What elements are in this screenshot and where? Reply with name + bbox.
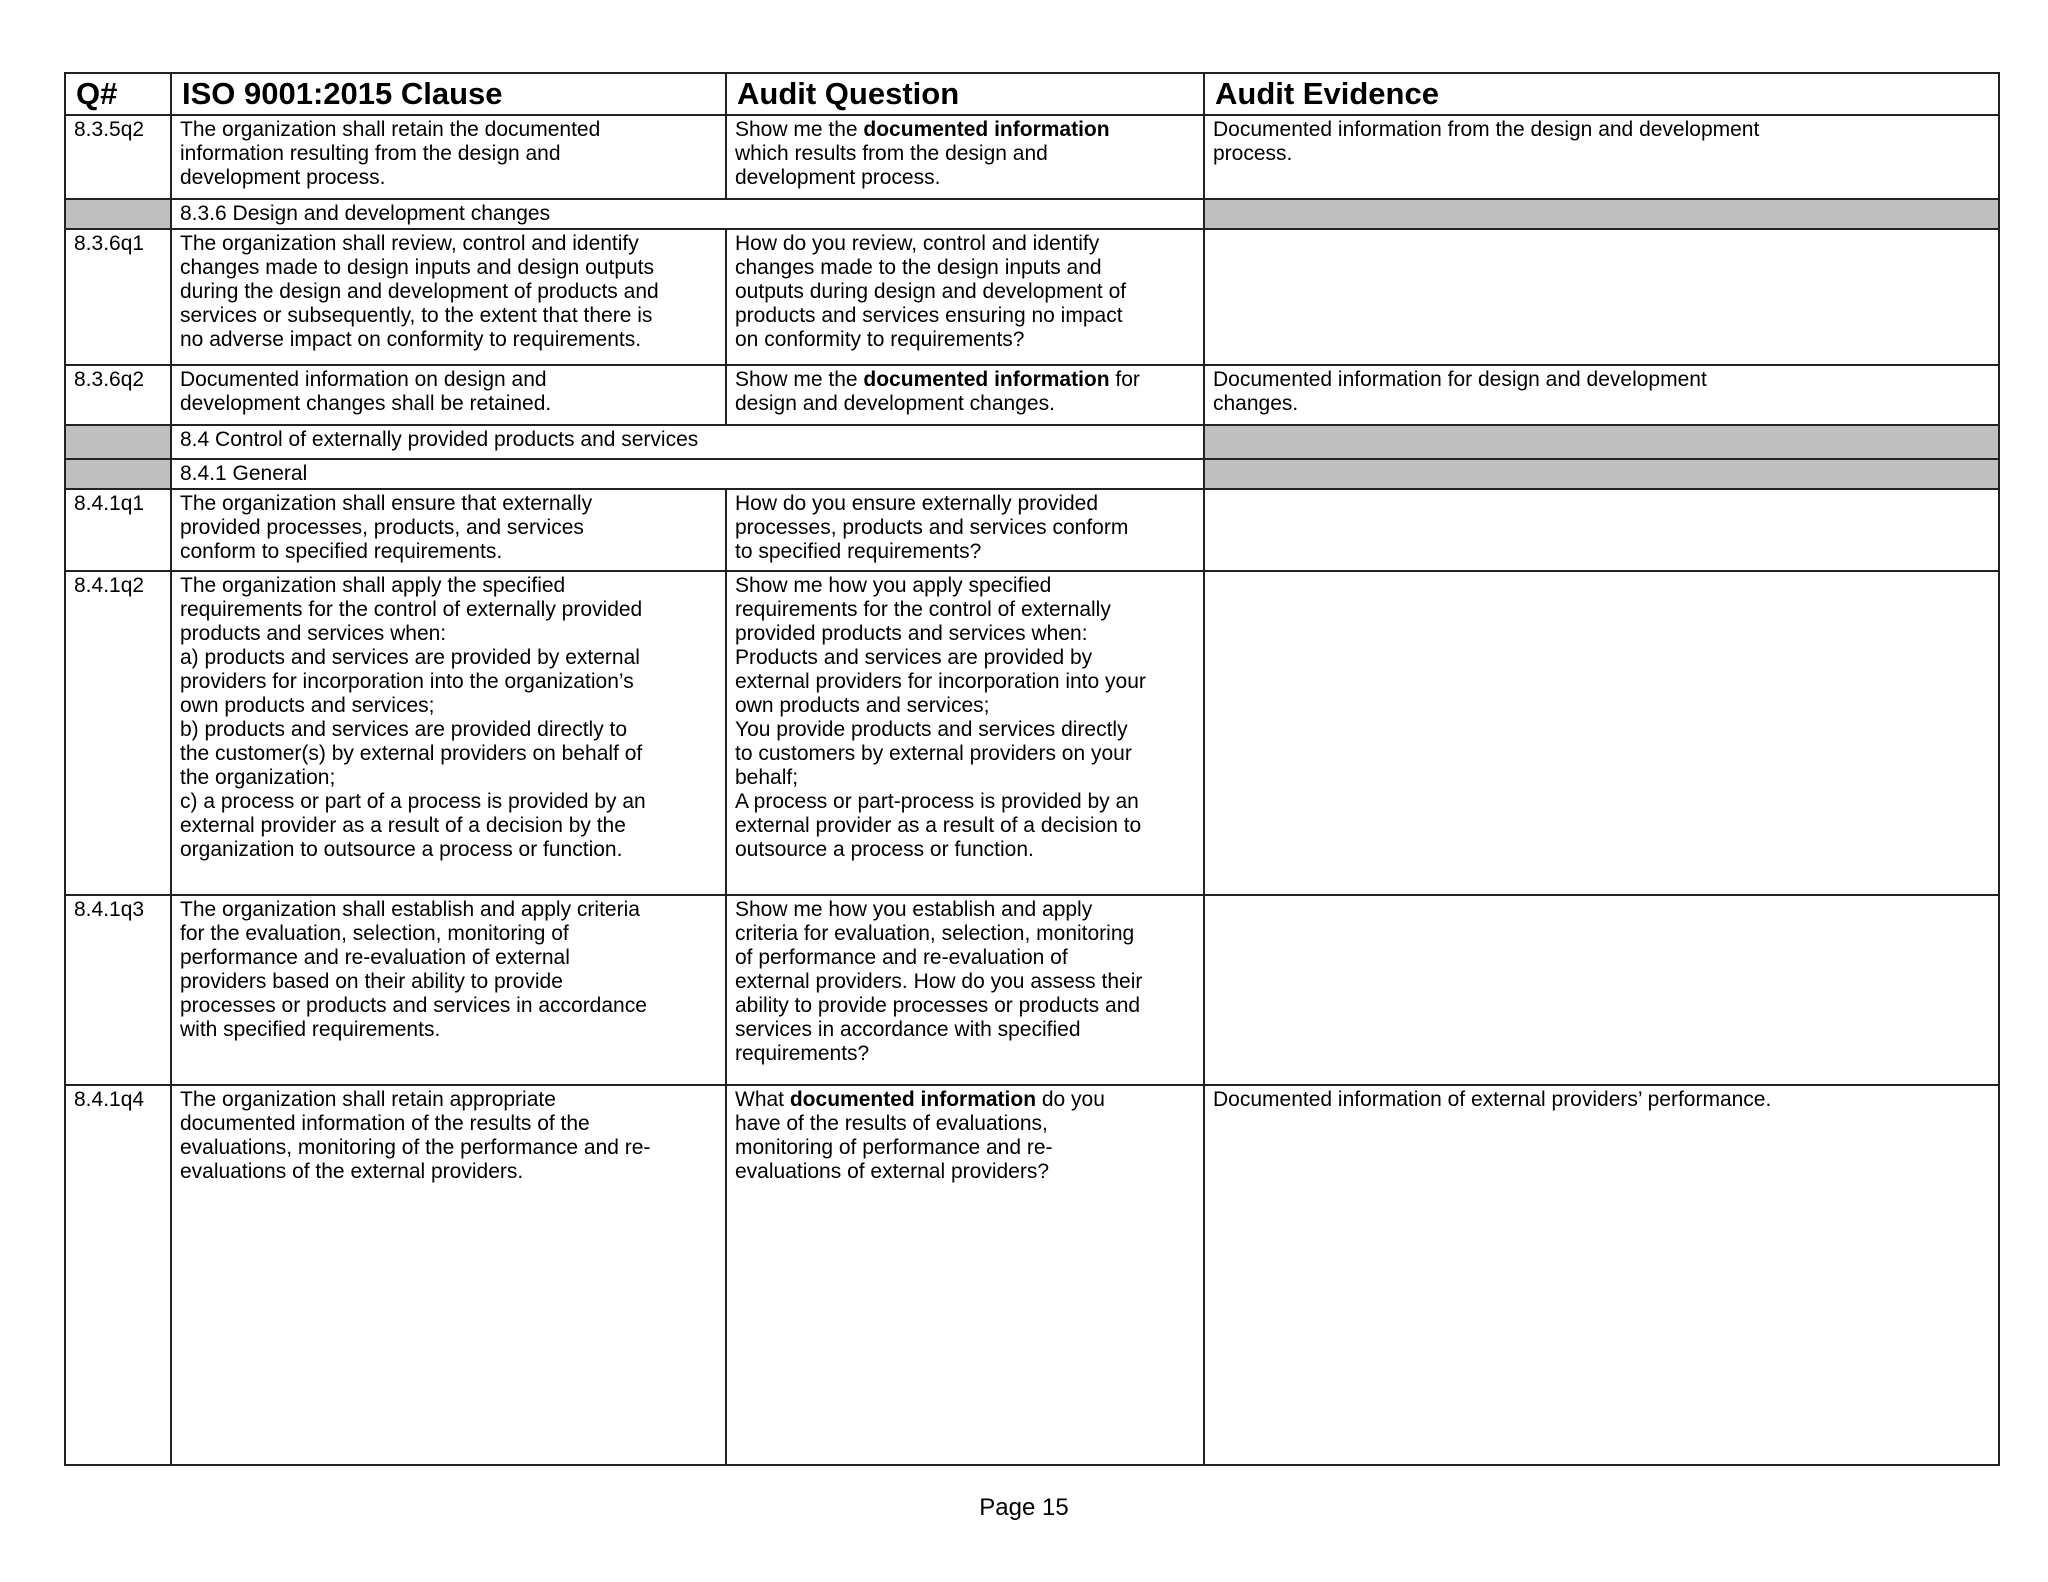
question-line: You provide products and services directly (735, 718, 1128, 741)
question-line: What documented information do you (735, 1088, 1105, 1111)
clause-line: information resulting from the design and (180, 142, 561, 165)
clause-line: services or subsequently, to the extent that there is (180, 304, 653, 327)
section-spacer-cell (1204, 199, 1999, 229)
table-row (65, 115, 1999, 199)
evidence-line: Documented information of external providers’ performance. (1213, 1088, 1772, 1111)
section-spacer-cell (1204, 425, 1999, 459)
question-line: products and services ensuring no impact (735, 304, 1123, 327)
clause-line: performance and re-evaluation of external (180, 946, 570, 969)
header-qid: Q# (65, 73, 171, 115)
page-number: Page 15 (979, 1494, 1069, 1521)
question-line: design and development changes. (735, 392, 1055, 415)
clause-line: own products and services; (180, 694, 435, 717)
question-line: Show me how you establish and apply (735, 898, 1093, 921)
clause-line: development changes shall be retained. (180, 392, 552, 415)
clause-line: products and services when: (180, 622, 447, 645)
clause-line: changes made to design inputs and design outputs (180, 256, 655, 279)
header-evidence: Audit Evidence (1204, 73, 1999, 115)
clause-line: providers for incorporation into the organization’s (180, 670, 634, 693)
evidence-line: Documented information from the design and development (1213, 118, 1760, 141)
audit-checklist-table (64, 72, 2000, 1466)
evidence-cell (1204, 1085, 1999, 1465)
question-line: Show me the documented information (735, 118, 1110, 141)
evidence-cell (1204, 895, 1999, 1085)
header-clause: ISO 9001:2015 Clause (171, 73, 726, 115)
question-id: 8.3.6q2 (65, 365, 171, 425)
clause-line: during the design and development of products and (180, 280, 659, 303)
clause-line: The organization shall retain the documented (180, 118, 601, 141)
table-header-row (65, 73, 1999, 115)
section-spacer-cell (65, 459, 171, 489)
question-id: 8.4.1q2 (65, 571, 171, 895)
section-row (65, 199, 1999, 229)
evidence-line: changes. (1213, 392, 1299, 415)
question-line: which results from the design and (735, 142, 1048, 165)
question-line: How do you ensure externally provided (735, 492, 1099, 515)
clause-cell (171, 1085, 726, 1465)
table-body (65, 115, 1999, 1465)
question-line: services in accordance with specified (735, 1018, 1081, 1041)
clause-cell (171, 229, 726, 365)
question-line: Show me how you apply specified (735, 574, 1052, 597)
table-row (65, 571, 1999, 895)
question-line: evaluations of external providers? (735, 1160, 1050, 1183)
clause-line: with specified requirements. (180, 1018, 441, 1041)
question-cell (726, 1085, 1204, 1465)
clause-line: the organization; (180, 766, 336, 789)
question-line: ability to provide processes or products and (735, 994, 1141, 1017)
question-cell (726, 365, 1204, 425)
evidence-cell (1204, 489, 1999, 571)
clause-cell (171, 489, 726, 571)
question-line: criteria for evaluation, selection, monitoring (735, 922, 1135, 945)
clause-line: for the evaluation, selection, monitoring of (180, 922, 569, 945)
clause-line: evaluations, monitoring of the performance and re- (180, 1136, 651, 1159)
section-row (65, 459, 1999, 489)
evidence-cell (1204, 365, 1999, 425)
question-line: of performance and re-evaluation of (735, 946, 1068, 969)
question-id: 8.4.1q3 (65, 895, 171, 1085)
clause-cell (171, 895, 726, 1085)
question-line: to customers by external providers on your (735, 742, 1132, 765)
question-line: provided products and services when: (735, 622, 1088, 645)
clause-line: organization to outsource a process or function. (180, 838, 623, 861)
question-line: outputs during design and development of (735, 280, 1127, 303)
evidence-cell (1204, 571, 1999, 895)
clause-line: The organization shall apply the specified (180, 574, 566, 597)
clause-line: processes or products and services in accordance (180, 994, 647, 1017)
table-row (65, 1085, 1999, 1465)
clause-line: conform to specified requirements. (180, 540, 503, 563)
question-line: behalf; (735, 766, 799, 789)
question-line: Products and services are provided by (735, 646, 1093, 669)
question-line: on conformity to requirements? (735, 328, 1025, 351)
section-title: 8.4 Control of externally provided products and services (171, 425, 1204, 459)
question-line: have of the results of evaluations, (735, 1112, 1048, 1135)
clause-line: the customer(s) by external providers on behalf of (180, 742, 643, 765)
clause-line: The organization shall establish and apply criteria (180, 898, 640, 921)
question-line: requirements for the control of externally (735, 598, 1111, 621)
clause-line: provided processes, products, and services (180, 516, 584, 539)
question-line: outsource a process or function. (735, 838, 1034, 861)
clause-cell (171, 115, 726, 199)
question-cell (726, 115, 1204, 199)
clause-line: Documented information on design and (180, 368, 547, 391)
clause-line: evaluations of the external providers. (180, 1160, 524, 1183)
question-line: external providers for incorporation into your (735, 670, 1146, 693)
question-line: monitoring of performance and re- (735, 1136, 1053, 1159)
evidence-cell (1204, 115, 1999, 199)
question-line: processes, products and services conform (735, 516, 1129, 539)
question-line: external provider as a result of a decision to (735, 814, 1142, 837)
section-spacer-cell (1204, 459, 1999, 489)
evidence-line: Documented information for design and development (1213, 368, 1707, 391)
question-line: changes made to the design inputs and (735, 256, 1102, 279)
clause-line: documented information of the results of the (180, 1112, 590, 1135)
clause-line: The organization shall review, control and identify (180, 232, 639, 255)
table-row (65, 489, 1999, 571)
question-line: A process or part-process is provided by an (735, 790, 1139, 813)
question-line: development process. (735, 166, 941, 189)
evidence-cell (1204, 229, 1999, 365)
table-row (65, 229, 1999, 365)
question-id: 8.4.1q4 (65, 1085, 171, 1465)
question-cell (726, 571, 1204, 895)
section-spacer-cell (65, 425, 171, 459)
major-section-row (65, 425, 1999, 459)
question-line: own products and services; (735, 694, 990, 717)
clause-cell (171, 571, 726, 895)
table-row (65, 365, 1999, 425)
table-row (65, 895, 1999, 1085)
clause-line: b) products and services are provided directly to (180, 718, 628, 741)
clause-cell (171, 365, 726, 425)
clause-line: external provider as a result of a decision by the (180, 814, 626, 837)
clause-line: The organization shall retain appropriate (180, 1088, 556, 1111)
question-line: to specified requirements? (735, 540, 982, 563)
clause-line: c) a process or part of a process is provided by an (180, 790, 646, 813)
evidence-line: process. (1213, 142, 1293, 165)
question-line: How do you review, control and identify (735, 232, 1100, 255)
clause-line: The organization shall ensure that externally (180, 492, 593, 515)
section-spacer-cell (65, 199, 171, 229)
clause-line: providers based on their ability to provide (180, 970, 563, 993)
question-line: external providers. How do you assess their (735, 970, 1143, 993)
question-id: 8.3.6q1 (65, 229, 171, 365)
question-line: requirements? (735, 1042, 870, 1065)
section-title: 8.4.1 General (171, 459, 1204, 489)
clause-line: requirements for the control of externally provided (180, 598, 643, 621)
question-cell (726, 229, 1204, 365)
question-id: 8.3.5q2 (65, 115, 171, 199)
clause-line: development process. (180, 166, 386, 189)
question-cell (726, 895, 1204, 1085)
question-id: 8.4.1q1 (65, 489, 171, 571)
clause-line: no adverse impact on conformity to requirements. (180, 328, 642, 351)
section-title: 8.3.6 Design and development changes (171, 199, 1204, 229)
question-cell (726, 489, 1204, 571)
header-question: Audit Question (726, 73, 1204, 115)
question-line: Show me the documented information for (735, 368, 1140, 391)
clause-line: a) products and services are provided by external (180, 646, 640, 669)
